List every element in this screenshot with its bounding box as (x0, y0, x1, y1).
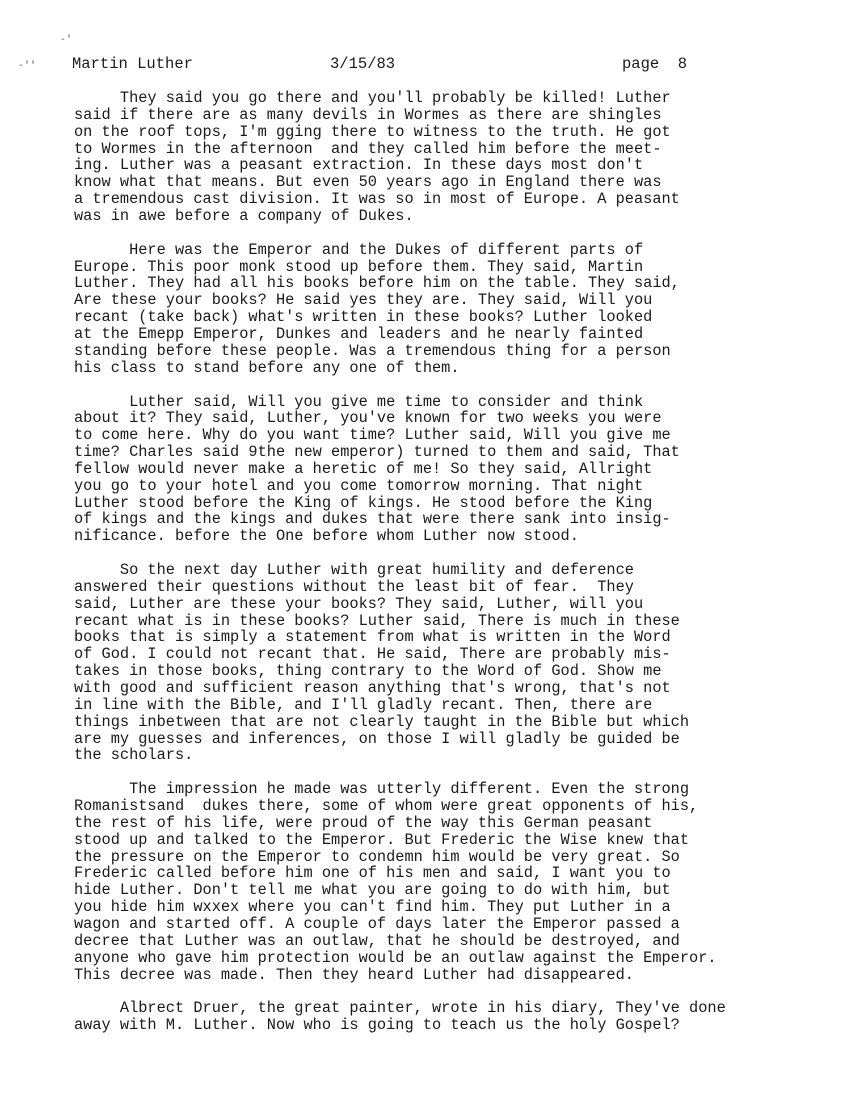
text-line: his class to stand before any one of them. (74, 358, 460, 377)
text-line: in line with the Bible, and I'll gladly recant. Then, there are (74, 695, 653, 714)
text-line: wagon and started off. A couple of days later the Emperor passed a (74, 914, 680, 933)
text-line: to come here. Why do you want time? Luther said, Will you give me (74, 426, 671, 445)
text-line: are my guesses and inferences, on those I will gladly be guided be (74, 729, 680, 748)
text-line: nificance. before the One before whom Luther now stood. (74, 527, 579, 546)
text-line: things inbetween that are not clearly taught in the Bible but which (74, 712, 690, 731)
paragraph (74, 562, 814, 764)
text-line: you go to your hotel and you come tomorrow morning. That night (74, 476, 644, 495)
text-line: away with M. Luther. Now who is going to teach us the holy Gospel? (74, 1016, 680, 1035)
paragraph (74, 242, 814, 377)
text-line: you hide him wxxex where you can't find him. They put Luther in a (74, 898, 671, 917)
text-line: answered their questions without the least bit of fear. They (74, 577, 634, 596)
scan-speck: -' (60, 35, 73, 46)
text-line: the rest of his life, were proud of the way this German peasant (74, 813, 653, 832)
text-line: hide Luther. Don't tell me what you are going to do with him, but (74, 881, 671, 900)
text-line: of God. I could not recant that. He said, There are probably mis- (74, 645, 671, 664)
text-line: fellow would never make a heretic of me! So they said, Allright (74, 459, 653, 478)
text-line: decree that Luther was an outlaw, that he should be destroyed, and (74, 931, 680, 950)
paragraph (74, 394, 814, 546)
text-line: the pressure on the Emperor to condemn him would be very great. So (74, 847, 680, 866)
text-line: The impression he made was utterly different. Even the strong (74, 780, 690, 799)
text-line: Are these your books? He said yes they are. They said, Will you (74, 291, 653, 310)
text-line: time? Charles said 9the new emperor) turned to them and said, That (74, 443, 680, 462)
text-line: was in awe before a company of Dukes. (74, 206, 414, 225)
text-line: So the next day Luther with great humility and deference (74, 561, 634, 580)
text-line: Romanistsand dukes there, some of whom were great opponents of his, (74, 797, 699, 816)
paragraph (74, 781, 814, 983)
text-line: Europe. This poor monk stood up before them. They said, Martin (74, 257, 644, 276)
text-line: Here was the Emperor and the Dukes of different parts of (74, 240, 644, 259)
text-line: Albrect Druer, the great painter, wrote in his diary, They've done (74, 999, 726, 1018)
text-line: at the Emepp Emperor, Dunkes and leaders and he nearly fainted (74, 324, 644, 343)
header-date: 3/15/83 (330, 55, 396, 73)
text-line: takes in those books, thing contrary to the Word of God. Show me (74, 662, 662, 681)
paragraph (74, 1000, 814, 1034)
text-line: This decree was made. Then they heard Luther had disappeared. (74, 965, 634, 984)
text-line: anyone who gave him protection would be an outlaw against the Emperor. (74, 948, 717, 967)
header-title: Martin Luther (72, 55, 193, 73)
text-line: recant (take back) what's written in these books? Luther looked (74, 308, 653, 327)
text-line: ing. Luther was a peasant extraction. In these days most don't (74, 156, 644, 175)
text-line: said, Luther are these your books? They said, Luther, will you (74, 594, 644, 613)
text-line: know what that means. But even 50 years ago in England there was (74, 173, 662, 192)
document-body (74, 90, 814, 1051)
text-line: Luther said, Will you give me time to consider and think (74, 392, 644, 411)
paragraph (74, 90, 814, 225)
text-line: said if there are as many devils in Wormes as there are shingles (74, 105, 662, 124)
text-line: with good and sufficient reason anything that's wrong, that's not (74, 679, 671, 697)
text-line: about it? They said, Luther, you've known for two weeks you were (74, 409, 662, 428)
text-line: standing before these people. Was a tremendous thing for a person (74, 341, 671, 360)
text-line: to Wormes in the afternoon and they called him before the meet- (74, 139, 662, 158)
header-page-number: page 8 (622, 55, 688, 73)
text-line: on the roof tops, I'm gging there to witness to the truth. He got (74, 122, 671, 141)
text-line: of kings and the kings and dukes that were there sank into insig- (74, 510, 671, 529)
text-line: Frederic called before him one of his men and said, I want you to (74, 864, 671, 883)
scan-speck: -'' (18, 61, 37, 72)
text-line: Luther. They had all his books before him on the table. They said, (74, 274, 680, 293)
text-line: They said you go there and you'll probably be killed! Luther (74, 89, 671, 107)
page-header (72, 55, 792, 75)
text-line: recant what is in these books? Luther said, There is much in these (74, 611, 680, 630)
text-line: Luther stood before the King of kings. He stood before the King (74, 493, 653, 512)
text-line: books that is simply a statement from what is written in the Word (74, 628, 671, 647)
text-line: stood up and talked to the Emperor. But Frederic the Wise knew that (74, 830, 690, 849)
text-line: a tremendous cast division. It was so in most of Europe. A peasant (74, 190, 680, 209)
text-line: the scholars. (74, 746, 194, 765)
